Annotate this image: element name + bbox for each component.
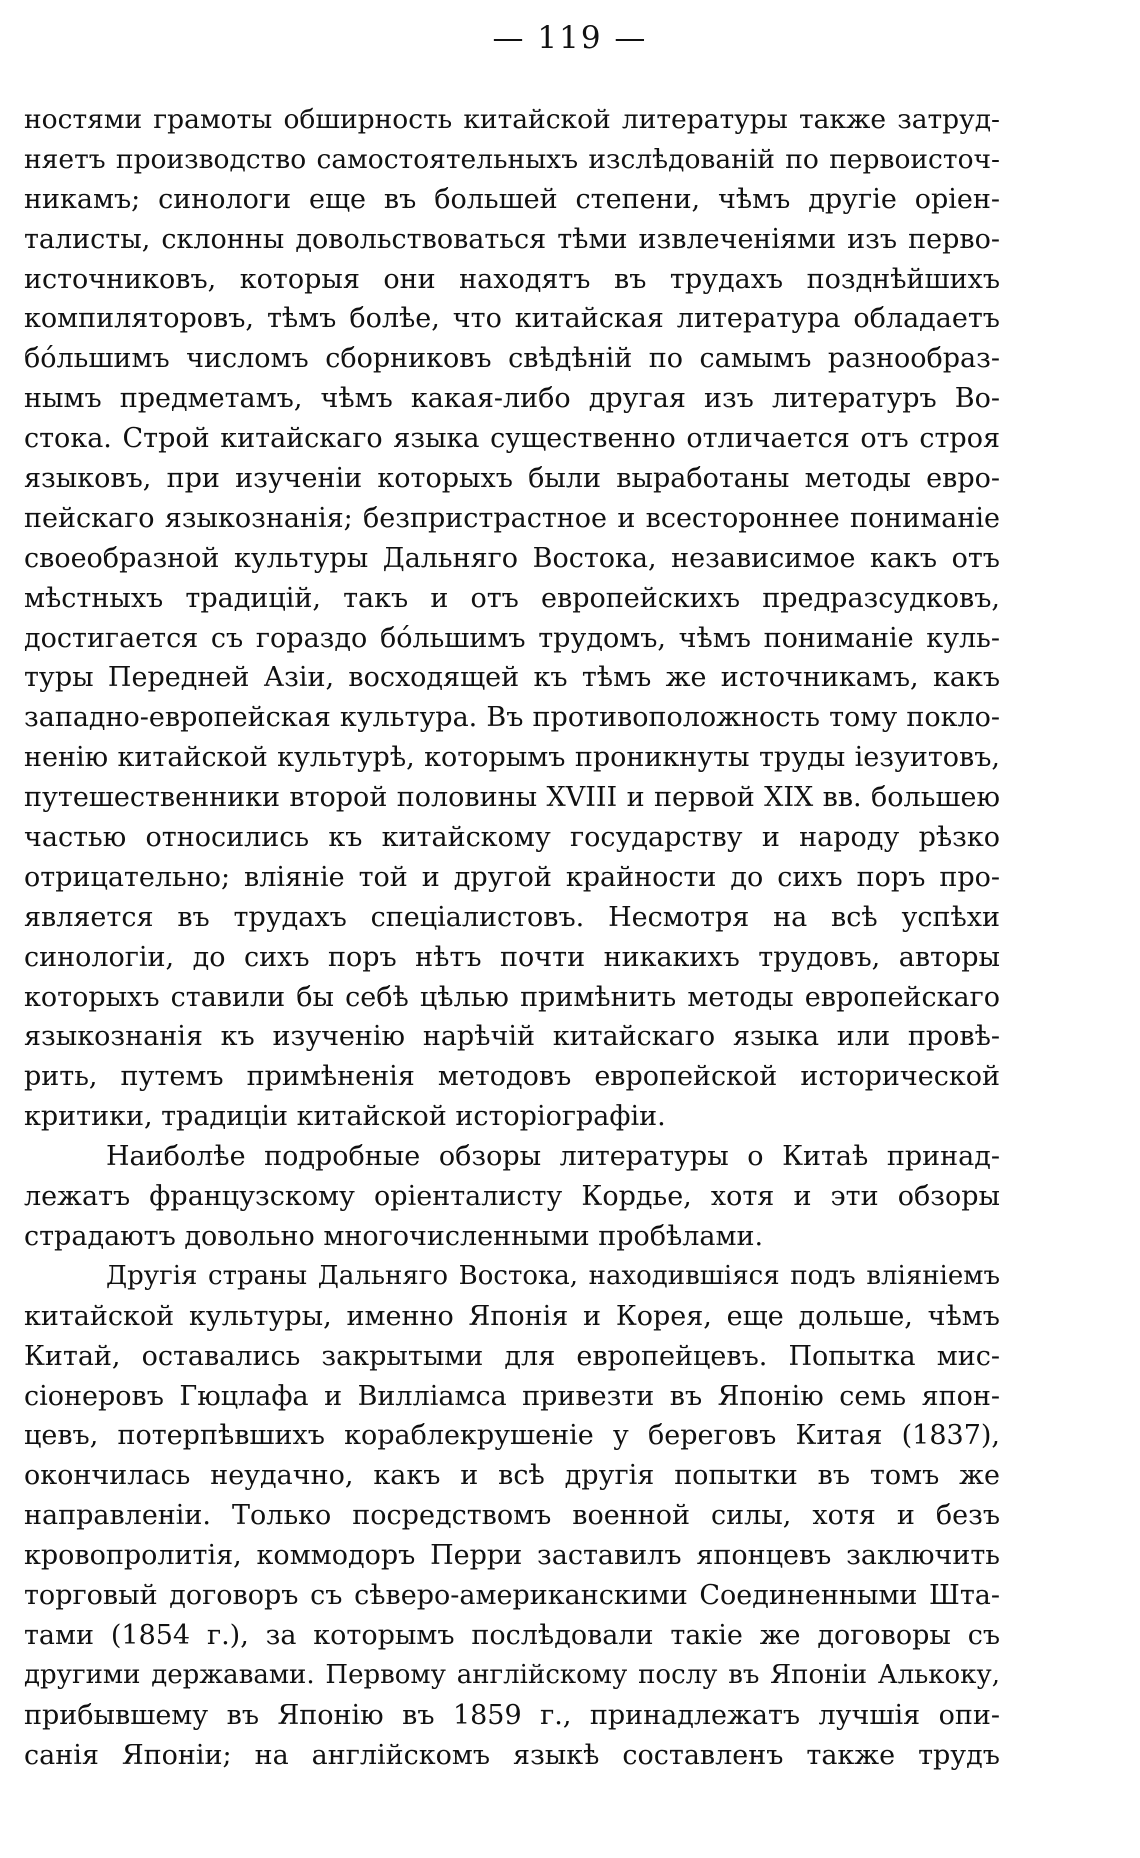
text-line: языкознанія къ изученію нарѣчій китайскаго языка или провѣ- (24, 1021, 1000, 1053)
text-line: никамъ; синологи еще въ большей степени, чѣмъ другіе оріен- (24, 183, 1000, 215)
text-line: кровопролитія, коммодоръ Перри заставилъ японцевъ заключить (24, 1540, 1000, 1572)
text-line: языковъ, при изученіи которыхъ были выработаны методы евро- (24, 463, 1000, 495)
text-line: бо́льшимъ числомъ сборниковъ свѣдѣній по самымъ разнообраз- (24, 343, 1000, 375)
text-line: частью относились къ китайскому государству и народу рѣзко (24, 822, 1000, 854)
text-line: лежатъ французскому оріенталисту Кордье, хотя и эти обзоры (24, 1181, 1000, 1213)
text-line: отрицательно; вліяніе той и другой крайности до сихъ поръ про- (24, 861, 1000, 893)
text-line: источниковъ, которыя они находятъ въ трудахъ позднѣйшихъ (24, 263, 1000, 295)
text-line: сіонеровъ Гюцлафа и Вилліамса привезти въ Японію семь япон- (24, 1380, 1000, 1412)
text-line: достигается съ гораздо бо́льшимъ трудомъ, чѣмъ пониманіе куль- (24, 622, 1000, 654)
text-line: Другія страны Дальняго Востока, находившіяся подъ вліяніемъ (106, 1260, 1000, 1291)
text-line: стока. Строй китайскаго языка существенно отличается отъ строя (24, 423, 1000, 455)
text-line: туры Передней Азіи, восходящей къ тѣмъ же источникамъ, какъ (24, 662, 1000, 694)
text-line: синологіи, до сихъ поръ нѣтъ почти никакихъ трудовъ, авторы (24, 941, 1000, 973)
text-line: страдаютъ довольно многочисленными пробѣлами. (24, 1220, 764, 1252)
text-line: своеобразной культуры Дальняго Востока, независимое какъ отъ (24, 542, 1000, 574)
text-line: санія Японіи; на англійскомъ языкѣ составленъ также трудъ (24, 1739, 1000, 1771)
text-line: окончилась неудачно, какъ и всѣ другія попытки въ томъ же (24, 1460, 1000, 1492)
text-line: нымъ предметамъ, чѣмъ какая-либо другая изъ литературъ Во- (24, 383, 1000, 415)
text-line: Китай, оставались закрытыми для европейцевъ. Попытка мис- (24, 1340, 1000, 1372)
text-line: пейскаго языкознанія; безпристрастное и всестороннее пониманіе (24, 502, 1000, 534)
text-line: ностями грамоты обширность китайской литературы также затруд- (24, 104, 1000, 135)
text-line: является въ трудахъ спеціалистовъ. Несмотря на всѣ успѣхи (24, 901, 1000, 933)
text-line: торговый договоръ съ сѣверо-американскими Соединенными Шта- (24, 1579, 1000, 1611)
text-line: компиляторовъ, тѣмъ болѣе, что китайская литература обладаетъ (24, 303, 1000, 335)
text-line: цевъ, потерпѣвшихъ кораблекрушеніе у береговъ Китая (1837), (24, 1420, 1000, 1452)
text-line: китайской культуры, именно Японія и Корея, еще дольше, чѣмъ (24, 1300, 1000, 1332)
text-line: критики, традиціи китайской исторіографіи. (24, 1101, 666, 1133)
text-line: мѣстныхъ традицій, такъ и отъ европейскихъ предразсудковъ, (24, 582, 1000, 614)
text-line: прибывшему въ Японію въ 1859 г., принадлежатъ лучшія опи- (24, 1699, 1000, 1731)
text-line: которыхъ ставили бы себѣ цѣлью примѣнить методы европейскаго (24, 981, 1000, 1013)
text-line: няетъ производство самостоятельныхъ изслѣдованій по первоисточ- (24, 143, 1000, 175)
text-line: Наиболѣе подробные обзоры литературы о Китаѣ принад- (106, 1141, 1000, 1173)
text-line: путешественники второй половины XVIII и первой XIX вв. большею (24, 782, 1000, 814)
text-line: тами (1854 г.), за которымъ послѣдовали такіе же договоры съ (24, 1619, 1000, 1651)
text-line: западно-европейская культура. Въ противоположность тому покло- (24, 702, 1000, 734)
text-line: направленіи. Только посредствомъ военной силы, хотя и безъ (24, 1500, 1000, 1532)
page-number: — 119 — (492, 20, 648, 56)
text-line: талисты, склонны довольствоваться тѣми извлеченіями изъ перво- (24, 223, 1000, 255)
text-line: рить, путемъ примѣненія методовъ европейской исторической (24, 1061, 1000, 1093)
text-line: ненію китайской культурѣ, которымъ проникнуты труды іезуитовъ, (24, 742, 1000, 774)
text-line: другими державами. Первому англійскому послу въ Японіи Алькоку, (24, 1659, 1000, 1690)
body-text (24, 100, 1000, 1775)
